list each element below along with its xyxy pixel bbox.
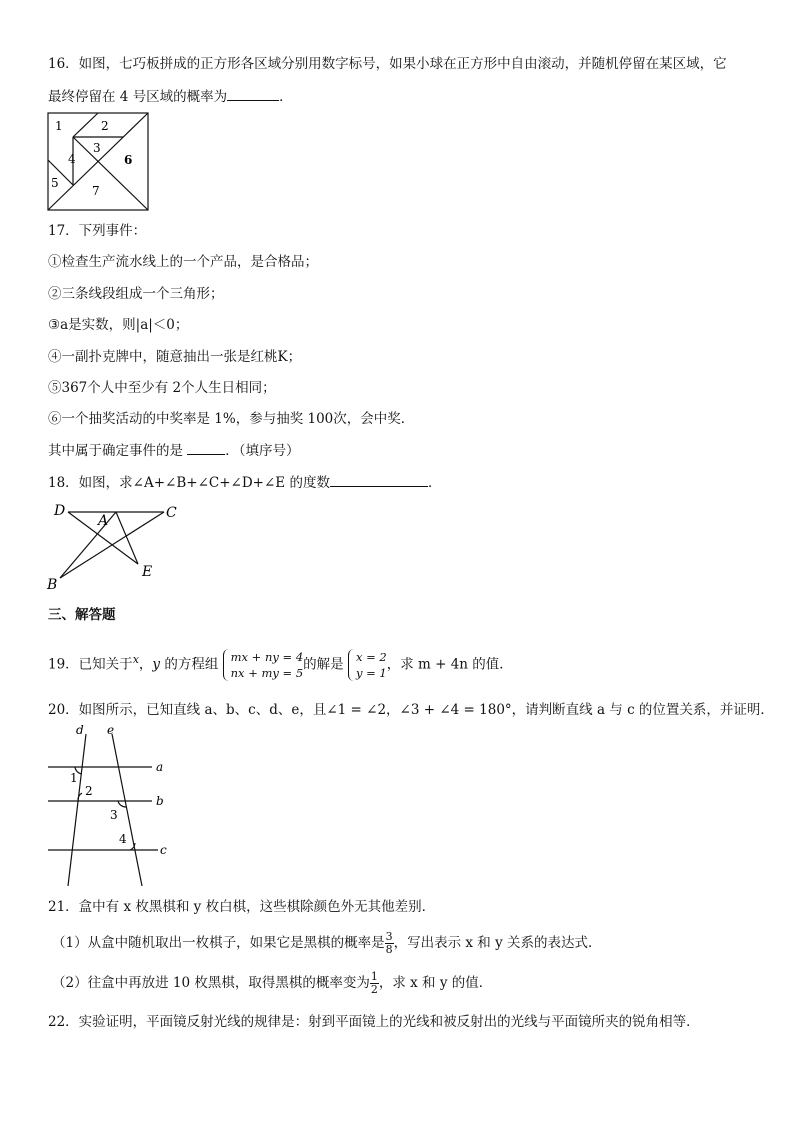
region-label-2: 2 (101, 119, 109, 133)
q19-solution (348, 649, 387, 681)
point-label-C: C (166, 505, 177, 521)
q19-system-brace (223, 649, 230, 681)
q21-p1-num: 3 (385, 930, 393, 943)
q16-tail: ． (279, 89, 293, 105)
q19-solution-brace (348, 649, 355, 681)
line-label-a: a (156, 760, 164, 774)
q17-item-3: ③a是实数，则|a|＜0； (48, 317, 189, 333)
section-3-title: 三、解答题 (48, 607, 116, 623)
q17-ask-text: 其中属于确定事件的是 (48, 443, 183, 459)
q19-sol-word: 的解是 (303, 656, 344, 673)
region-label-1: 1 (55, 119, 63, 133)
line-label-c: c (160, 843, 167, 857)
region-label-5: 5 (51, 176, 59, 190)
q21-p2-tail: ，求 x 和 y 的值． (378, 975, 493, 991)
q17-item-2: ②三条线段组成一个三角形； (48, 286, 224, 302)
angle-label-4: 4 (119, 832, 127, 846)
angle-label-1: 1 (70, 771, 78, 785)
q19-eq1: mx + ny = 4 (230, 650, 304, 664)
q21-part2 (52, 968, 492, 998)
q19-tail: ，求 m + 4n 的值． (386, 656, 513, 673)
q19-system (223, 649, 304, 681)
q16-line2-text: 最终停留在 4 号区域的概率为 (48, 89, 228, 105)
point-label-A: A (98, 513, 109, 529)
q19-sol1: x = 2 (355, 650, 387, 664)
region-label-4: 4 (68, 152, 76, 166)
q21-p1-den: 8 (385, 943, 393, 956)
region-label-7: 7 (92, 184, 100, 198)
q19-comma: ， (138, 656, 153, 673)
q21-p2-den: 2 (370, 983, 378, 996)
q18-answer-blank (330, 472, 428, 487)
q17-title: 17．下列事件： (48, 223, 147, 239)
star-figure (46, 500, 186, 592)
q16-answer-blank (227, 86, 279, 101)
q17-ask (48, 440, 300, 461)
line-label-b: b (156, 794, 164, 808)
tangram-figure (47, 112, 149, 212)
q19-sol2: y = 1 (355, 666, 387, 680)
q18-text (48, 472, 441, 493)
angle-label-2: 2 (85, 784, 93, 798)
q21-p2-lead: （2）往盒中再放进 10 枚黑棋，取得黑棋的概率变为 (52, 975, 370, 991)
q20-text: 20．如图所示，已知直线 a、b、c、d、e，且∠1 = ∠2，∠3 + ∠4 = 180°，请判断直线 a 与 c 的位置关系，并证明． (48, 702, 774, 718)
q19-eq2: nx + my = 5 (230, 666, 304, 680)
region-label-6: 6 (124, 153, 133, 167)
q21-text: 21．盒中有 x 枚黑棋和 y 枚白棋，这些棋除颜色外无其他差别． (48, 899, 436, 915)
q21-part1 (52, 928, 602, 958)
q19-text (48, 642, 513, 683)
q21-p1-tail: ，写出表示 x 和 y 关系的表达式． (393, 935, 602, 951)
point-label-D: D (54, 503, 66, 519)
q17-item-5: ⑤367个人中至少有 2个人生日相同； (48, 380, 276, 396)
q18-question: 18．如图，求∠A+∠B+∠C+∠D+∠E 的度数 (48, 475, 330, 491)
line-label-d: d (76, 724, 84, 737)
q17-item-1: ①检查生产流水线上的一个产品，是合格品； (48, 254, 318, 270)
q19-var-x: x (132, 653, 139, 666)
region-label-3: 3 (93, 141, 101, 155)
q19-lead: 19．已知关于 (48, 656, 133, 673)
q21-p2-num: 1 (370, 970, 378, 983)
q22-text: 22．实验证明，平面镜反射光线的规律是：射到平面镜上的光线和被反射出的光线与平面镜所夹的锐角相等． (48, 1014, 700, 1030)
q19-lead2: 的方程组 (160, 656, 219, 673)
q17-answer-blank (187, 440, 225, 455)
q16-line1: 16．如图，七巧板拼成的正方形各区域分别用数字标号，如果小球在正方形中自由滚动，并随机停留在某区域，它 (48, 56, 727, 72)
q17-item-6: ⑥一个抽奖活动的中奖率是 1%，参与抽奖 100次，会中奖． (48, 411, 415, 427)
q19-var-y: y (152, 656, 161, 673)
q18-tail: ． (427, 475, 442, 491)
line-label-e: e (107, 724, 115, 737)
q17-item-4: ④一副扑克牌中，随意抽出一张是红桃K； (48, 349, 302, 365)
point-label-E: E (142, 564, 153, 580)
point-label-B: B (47, 577, 58, 592)
q21-p1-fraction (385, 931, 394, 956)
parallel-lines-figure (46, 724, 176, 888)
q21-p2-fraction (370, 971, 379, 996)
q21-p1-lead: （1）从盒中随机取出一枚棋子，如果它是黑棋的概率是 (52, 935, 385, 951)
q17-ask-tail: ．（填序号） (225, 443, 300, 459)
q16-line2 (48, 86, 293, 107)
angle-label-3: 3 (110, 808, 118, 822)
